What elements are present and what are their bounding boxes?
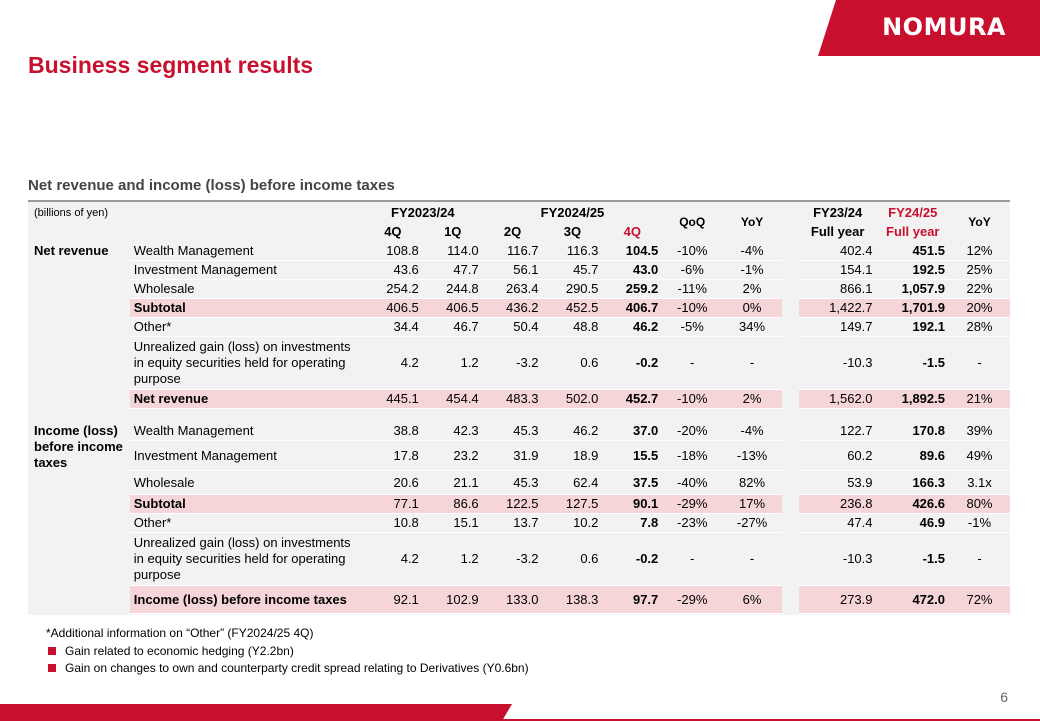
cell: -27% xyxy=(722,513,782,532)
cell: 25% xyxy=(949,260,1010,279)
cell: 454.4 xyxy=(423,389,483,408)
note-bullet xyxy=(48,661,529,675)
note-text: Gain on changes to own and counterparty credit spread relating to Derivatives (Y0.6bn) xyxy=(65,661,529,675)
page-title: Business segment results xyxy=(28,52,314,78)
row-label: Wholesale xyxy=(130,279,363,298)
table-row xyxy=(30,470,1010,494)
cell: 236.8 xyxy=(799,494,877,513)
table-row xyxy=(30,389,1010,408)
cell: 154.1 xyxy=(799,260,877,279)
cell: -20% xyxy=(662,421,722,440)
cell: 21% xyxy=(949,389,1010,408)
table-row xyxy=(30,494,1010,513)
cell: 28% xyxy=(949,317,1010,336)
cell: 46.9 xyxy=(877,513,949,532)
cell: 13.7 xyxy=(483,513,543,532)
group-label: Net revenue xyxy=(34,243,109,258)
cell: 50.4 xyxy=(483,317,543,336)
cell: 37.0 xyxy=(602,421,662,440)
cell: 127.5 xyxy=(543,494,603,513)
cell: 452.5 xyxy=(543,298,603,317)
cell: 114.0 xyxy=(423,241,483,260)
cell: - xyxy=(949,532,1010,585)
header-4q-fy23: 4Q xyxy=(384,224,402,239)
cell: -29% xyxy=(662,494,722,513)
cell: 1.2 xyxy=(423,336,483,389)
cell: 472.0 xyxy=(877,585,949,613)
cell: 48.8 xyxy=(543,317,603,336)
row-label: Other* xyxy=(130,513,363,532)
cell: 0.6 xyxy=(543,336,603,389)
cell: -18% xyxy=(662,440,722,470)
cell: -3.2 xyxy=(483,336,543,389)
header-1q: 1Q xyxy=(444,224,462,239)
cell: 17% xyxy=(722,494,782,513)
cell: 254.2 xyxy=(363,279,423,298)
cell: 10.8 xyxy=(363,513,423,532)
cell: -4% xyxy=(722,421,782,440)
header-qoq: QoQ xyxy=(679,215,706,229)
table-row xyxy=(30,440,1010,470)
cell: 192.1 xyxy=(877,317,949,336)
cell: -10.3 xyxy=(799,532,877,585)
cell: 445.1 xyxy=(363,389,423,408)
cell: 402.4 xyxy=(799,241,877,260)
cell: 49% xyxy=(949,440,1010,470)
cell: 192.5 xyxy=(877,260,949,279)
row-label: Net revenue xyxy=(130,389,363,408)
note-bullet xyxy=(48,644,529,658)
row-label: Unrealized gain (loss) on investments in equity securities held for operating purpose xyxy=(130,532,363,585)
header-fy2023: FY2023/24 xyxy=(391,205,455,220)
cell: 38.8 xyxy=(363,421,423,440)
cell: 116.7 xyxy=(483,241,543,260)
cell: -0.2 xyxy=(602,532,662,585)
section-title: Net revenue and income (loss) before income taxes xyxy=(28,177,395,194)
cell: -1.5 xyxy=(877,336,949,389)
cell: -4% xyxy=(722,241,782,260)
segment-results-table xyxy=(30,203,1010,614)
row-label: Wealth Management xyxy=(130,421,363,440)
cell: 502.0 xyxy=(543,389,603,408)
cell: - xyxy=(949,336,1010,389)
cell: - xyxy=(662,532,722,585)
cell: 20% xyxy=(949,298,1010,317)
cell: 62.4 xyxy=(543,470,603,494)
cell: -11% xyxy=(662,279,722,298)
row-label: Income (loss) before income taxes xyxy=(130,585,363,613)
cell: 138.3 xyxy=(543,585,603,613)
cell: 273.9 xyxy=(799,585,877,613)
cell: 46.2 xyxy=(602,317,662,336)
cell: 20.6 xyxy=(363,470,423,494)
cell: -0.2 xyxy=(602,336,662,389)
cell: 1,562.0 xyxy=(799,389,877,408)
cell: 244.8 xyxy=(423,279,483,298)
header-row-1 xyxy=(30,203,1010,222)
cell: 1,422.7 xyxy=(799,298,877,317)
cell: 104.5 xyxy=(602,241,662,260)
row-label: Wealth Management xyxy=(130,241,363,260)
cell: - xyxy=(662,336,722,389)
cell: 47.7 xyxy=(423,260,483,279)
cell: 406.5 xyxy=(423,298,483,317)
row-label: Unrealized gain (loss) on investments in equity securities held for operating purpose xyxy=(130,336,363,389)
cell: 39% xyxy=(949,421,1010,440)
cell: 34% xyxy=(722,317,782,336)
header-fy2024: FY2024/25 xyxy=(540,205,605,220)
row-label: Subtotal xyxy=(130,494,363,513)
cell: 4.2 xyxy=(363,532,423,585)
income-section xyxy=(30,421,1010,613)
cell: 452.7 xyxy=(602,389,662,408)
cell: 149.7 xyxy=(799,317,877,336)
cell: 133.0 xyxy=(483,585,543,613)
row-label: Wholesale xyxy=(130,470,363,494)
header-full-year-23: Full year xyxy=(810,224,865,239)
cell: -40% xyxy=(662,470,722,494)
cell: 90.1 xyxy=(602,494,662,513)
cell: 45.3 xyxy=(483,470,543,494)
table-row xyxy=(30,421,1010,440)
cell: 116.3 xyxy=(543,241,603,260)
cell: 10.2 xyxy=(543,513,603,532)
cell: 34.4 xyxy=(363,317,423,336)
cell: 47.4 xyxy=(799,513,877,532)
cell: 12% xyxy=(949,241,1010,260)
cell: 43.0 xyxy=(602,260,662,279)
header-2q: 2Q xyxy=(503,224,522,239)
cell: 72% xyxy=(949,585,1010,613)
cell: 23.2 xyxy=(423,440,483,470)
cell: -3.2 xyxy=(483,532,543,585)
header-fy24: FY24/25 xyxy=(888,205,938,220)
cell: 122.5 xyxy=(483,494,543,513)
cell: 60.2 xyxy=(799,440,877,470)
cell: 102.9 xyxy=(423,585,483,613)
cell: 0.6 xyxy=(543,532,603,585)
cell: -13% xyxy=(722,440,782,470)
header-yoy: YoY xyxy=(740,215,764,229)
cell: 108.8 xyxy=(363,241,423,260)
cell: 92.1 xyxy=(363,585,423,613)
cell: 89.6 xyxy=(877,440,949,470)
cell: - xyxy=(722,532,782,585)
cell: 17.8 xyxy=(363,440,423,470)
nomura-logo: NOMURA xyxy=(882,13,1006,41)
table-row xyxy=(30,532,1010,585)
cell: -29% xyxy=(662,585,722,613)
cell: 166.3 xyxy=(877,470,949,494)
notes-heading: *Additional information on “Other” (FY2024/25 4Q) xyxy=(46,626,314,640)
cell: 37.5 xyxy=(602,470,662,494)
cell: 426.6 xyxy=(877,494,949,513)
table-row xyxy=(30,513,1010,532)
bullet-square-icon xyxy=(48,664,56,672)
cell: 31.9 xyxy=(483,440,543,470)
group-label: Income (loss) before income taxes xyxy=(34,423,123,470)
cell: 1,701.9 xyxy=(877,298,949,317)
cell: 45.3 xyxy=(483,421,543,440)
cell: 4.2 xyxy=(363,336,423,389)
header-4q: 4Q xyxy=(623,224,641,239)
cell: 15.1 xyxy=(423,513,483,532)
page-number: 6 xyxy=(1000,689,1008,705)
cell: 86.6 xyxy=(423,494,483,513)
cell: 97.7 xyxy=(602,585,662,613)
notes xyxy=(46,626,529,678)
cell: -10.3 xyxy=(799,336,877,389)
bullet-square-icon xyxy=(48,647,56,655)
cell: 259.2 xyxy=(602,279,662,298)
cell: 406.7 xyxy=(602,298,662,317)
row-label: Other* xyxy=(130,317,363,336)
header-row-2 xyxy=(30,222,1010,241)
cell: 46.2 xyxy=(543,421,603,440)
cell: 436.2 xyxy=(483,298,543,317)
table-row xyxy=(30,298,1010,317)
header-full-year-24: Full year xyxy=(886,224,940,239)
unit-label: (billions of yen) xyxy=(34,206,108,219)
row-label: Investment Management xyxy=(130,440,363,470)
cell: 43.6 xyxy=(363,260,423,279)
cell: 45.7 xyxy=(543,260,603,279)
header-3q: 3Q xyxy=(563,224,582,239)
cell: 46.7 xyxy=(423,317,483,336)
table-row xyxy=(30,260,1010,279)
note-text: Gain related to economic hedging (Y2.2bn) xyxy=(65,644,294,658)
cell: 53.9 xyxy=(799,470,877,494)
cell: 263.4 xyxy=(483,279,543,298)
cell: 82% xyxy=(722,470,782,494)
cell: 6% xyxy=(722,585,782,613)
table-row xyxy=(30,279,1010,298)
table-row xyxy=(30,336,1010,389)
cell: 22% xyxy=(949,279,1010,298)
header-yoy-full: YoY xyxy=(968,215,991,229)
cell: 451.5 xyxy=(877,241,949,260)
cell: 18.9 xyxy=(543,440,603,470)
bottom-band xyxy=(0,704,512,721)
cell: 0% xyxy=(722,298,782,317)
cell: -10% xyxy=(662,298,722,317)
row-label: Subtotal xyxy=(130,298,363,317)
cell: 290.5 xyxy=(543,279,603,298)
row-label: Investment Management xyxy=(130,260,363,279)
net-revenue-section xyxy=(30,241,1010,408)
cell: 1.2 xyxy=(423,532,483,585)
table-row xyxy=(30,317,1010,336)
cell: -10% xyxy=(662,241,722,260)
cell: 21.1 xyxy=(423,470,483,494)
cell: 2% xyxy=(722,389,782,408)
cell: 42.3 xyxy=(423,421,483,440)
cell: 483.3 xyxy=(483,389,543,408)
cell: 406.5 xyxy=(363,298,423,317)
table-row xyxy=(30,241,1010,260)
table-row xyxy=(30,585,1010,613)
cell: -1% xyxy=(949,513,1010,532)
cell: 15.5 xyxy=(602,440,662,470)
cell: -5% xyxy=(662,317,722,336)
cell: - xyxy=(722,336,782,389)
cell: 7.8 xyxy=(602,513,662,532)
cell: 1,892.5 xyxy=(877,389,949,408)
cell: 866.1 xyxy=(799,279,877,298)
cell: 56.1 xyxy=(483,260,543,279)
cell: -23% xyxy=(662,513,722,532)
cell: -1% xyxy=(722,260,782,279)
cell: 80% xyxy=(949,494,1010,513)
cell: 2% xyxy=(722,279,782,298)
cell: 122.7 xyxy=(799,421,877,440)
cell: 1,057.9 xyxy=(877,279,949,298)
header-fy23: FY23/24 xyxy=(813,205,863,220)
cell: -1.5 xyxy=(877,532,949,585)
cell: 170.8 xyxy=(877,421,949,440)
cell: 77.1 xyxy=(363,494,423,513)
cell: 3.1x xyxy=(949,470,1010,494)
cell: -6% xyxy=(662,260,722,279)
cell: -10% xyxy=(662,389,722,408)
